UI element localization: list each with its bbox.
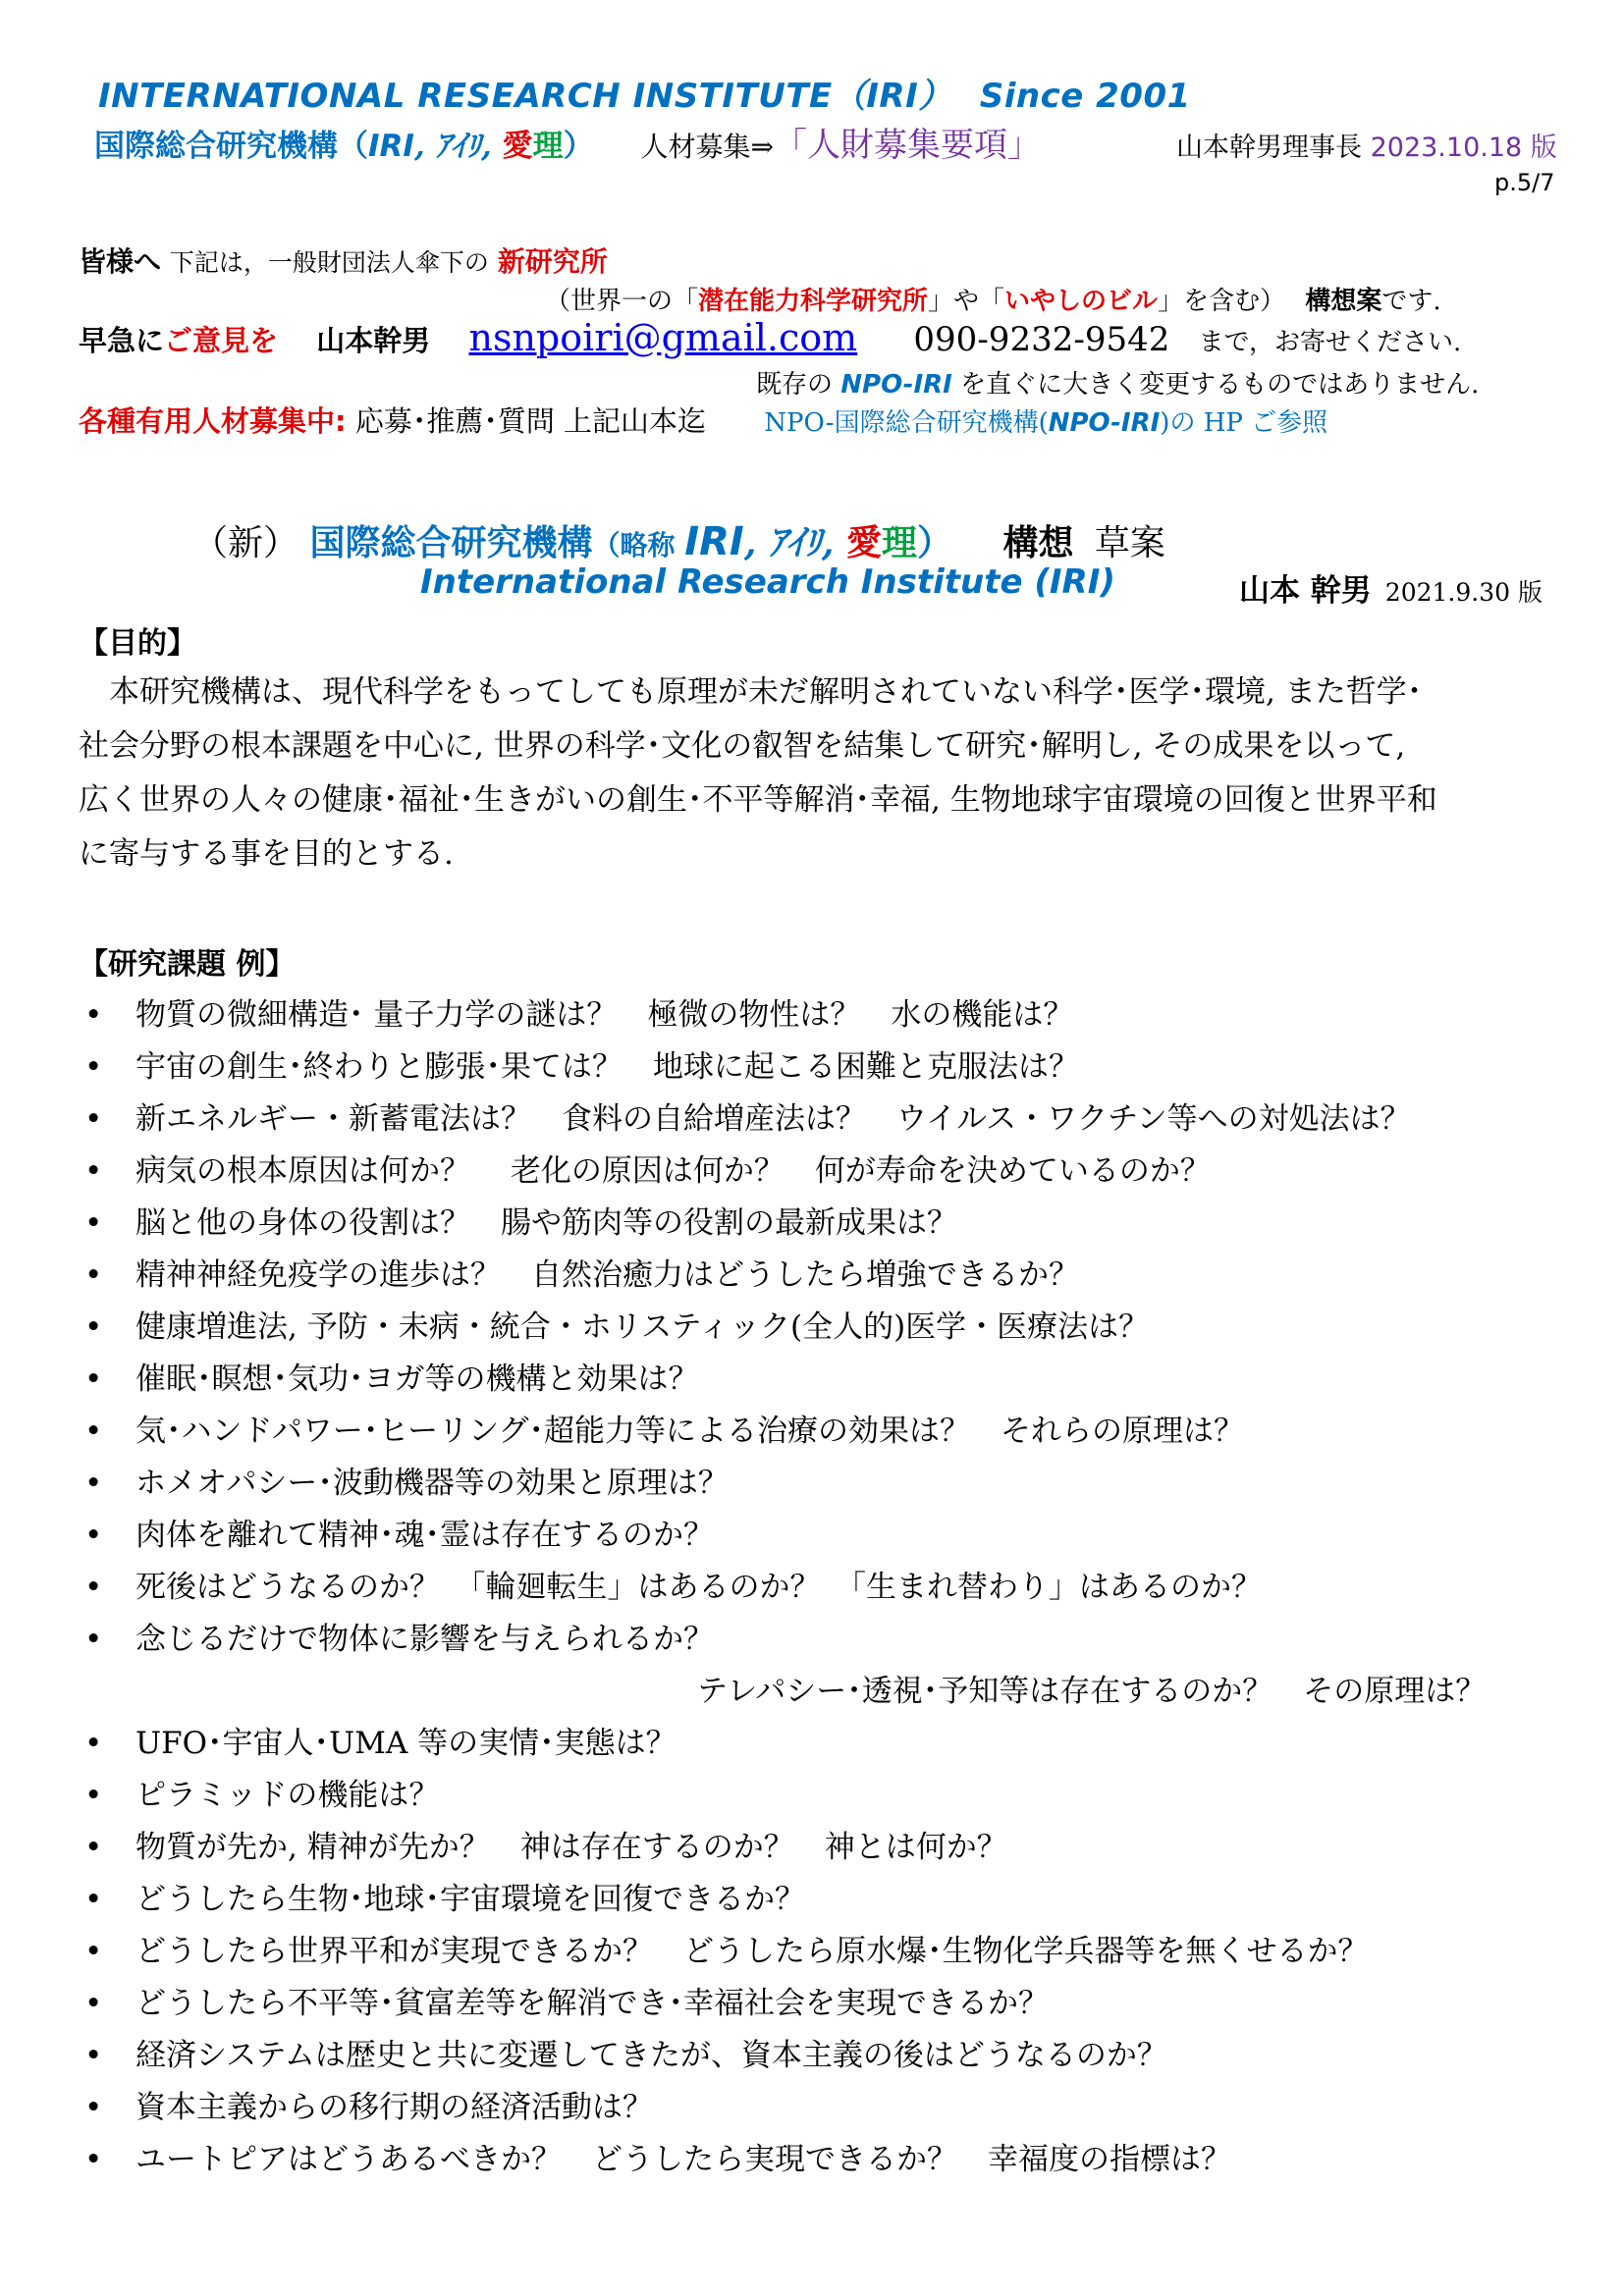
notice-text: 下記は，一般財団法人傘下の [169, 248, 489, 277]
bullet-icon: • [84, 1309, 103, 1345]
topic-text: 資本主義からの移行期の経済活動は？ [135, 2090, 653, 2125]
bullet-icon: • [84, 1934, 103, 1969]
bullet-icon: • [84, 1049, 103, 1085]
title-en: International Research Institute (IRI) [420, 562, 1115, 602]
topic-text: 念じるだけで物体に影響を与えられるか？ [135, 1622, 714, 1657]
existing-post: を直ぐに大きく変更するものではありません. [951, 370, 1480, 400]
topic-text: ユートピアはどうあるべきか？ どうしたら実現できるか？ 幸福度の指標は？ [135, 2142, 1231, 2177]
topic-text: 病気の根本原因は何か？ 老化の原因は何か？ 何が寿命を決めているのか？ [135, 1153, 1211, 1189]
recruit-link[interactable]: 人材募集⇒ [640, 131, 774, 163]
topic-item [84, 1250, 1079, 1294]
apply-text: 応募･推薦･質問 上記山本迄 [354, 404, 707, 438]
bullet-icon: • [84, 1830, 103, 1865]
bullet-icon: • [84, 997, 103, 1033]
topic-text: 精神神経免疫学の進歩は？ 自然治癒力はどうしたら増強できるか？ [135, 1257, 1079, 1293]
existing-pre: 既存の [756, 370, 841, 400]
potential-lab: 潜在能力科学研究所 [698, 287, 929, 316]
topic-text: 脳と他の身体の役割は？ 腸や筋肉等の役割の最新成果は？ [135, 1205, 957, 1241]
purpose-paragraph [79, 666, 1551, 881]
topic-item [84, 1718, 677, 1762]
topic-text: 気･ハンドパワー･ヒーリング･超能力等による治療の効果は？ それらの原理は？ [135, 1414, 1245, 1449]
bullet-icon: • [84, 1882, 103, 1917]
title-draft: 草案 [1094, 523, 1165, 563]
topic-text: 宇宙の創生･終わりと膨張･果ては？ 地球に起こる困難と克服法は？ [135, 1049, 1079, 1085]
notice-line-1 [79, 240, 608, 280]
bullet-icon: • [84, 1726, 103, 1761]
contact-name: 山本幹男 [316, 324, 431, 357]
bullet-icon: • [84, 1362, 103, 1397]
title-abbr-close: ） [916, 522, 952, 563]
healing-building: いやしのビル [1004, 287, 1159, 316]
abbr-iri: IRI [368, 129, 414, 164]
abbr-airi: , ｱｲﾘ, [413, 129, 503, 164]
notice-mid: 」や「 [928, 287, 1005, 316]
recruiting-label: 各種有用人材募集中: [79, 404, 347, 438]
topic-item [84, 1198, 957, 1242]
bullet-icon: • [84, 1414, 103, 1449]
title-abbr-airi: , ｱｲﾘ, [743, 522, 846, 563]
topic-item [84, 1978, 1049, 2022]
topic-continuation: テレパシー･透視･予知等は存在するのか？ その原理は？ [697, 1674, 1487, 1709]
page-number: p.5/7 [1494, 169, 1555, 196]
abbr-ai: 愛 [502, 129, 533, 164]
hp-org: NPO-IRI [1048, 408, 1161, 438]
bullet-icon: • [84, 2142, 103, 2177]
bullet-icon: • [84, 1570, 103, 1605]
notice-end: です. [1381, 287, 1441, 316]
topic-item [84, 1614, 714, 1658]
topic-item [84, 1094, 1411, 1138]
author-name: 山本 幹男 [1239, 573, 1372, 609]
topic-item [84, 1458, 729, 1502]
topic-text: 物質の微細構造･ 量子力学の謎は？ 極微の物性は？ 水の機能は？ [135, 997, 1074, 1033]
topic-text: どうしたら生物･地球･宇宙環境を回復できるか？ [135, 1882, 805, 1917]
topic-text: どうしたら世界平和が実現できるか？ どうしたら原水爆･生物化学兵器等を無くせるか？ [135, 1934, 1369, 1969]
topic-item [84, 1406, 1244, 1450]
bullet-icon: • [84, 1257, 103, 1293]
title-abbr-open: （略称 [592, 529, 685, 561]
bullet-icon: • [84, 1153, 103, 1189]
topic-item [84, 989, 1073, 1034]
title-new: （新） [192, 523, 299, 563]
urgent-label: 早急に [79, 324, 165, 357]
topic-item [84, 1510, 714, 1554]
purpose-line: 本研究機構は、現代科学をもってしても原理が未だ解明されていない科学･医学･環境, また哲学･ [79, 674, 1423, 710]
topic-text: UFO･宇宙人･UMA 等の実情･実態は？ [135, 1726, 677, 1761]
topic-item [84, 1041, 1079, 1086]
since-year: Since 2001 [979, 77, 1191, 116]
topic-item [84, 2082, 653, 2126]
greeting: 皆様へ [79, 245, 162, 278]
bullet-icon: • [84, 1205, 103, 1241]
opinion-label: ご意見を [164, 324, 279, 357]
topic-item [84, 1562, 1262, 1606]
topic-item [84, 1302, 1149, 1346]
org-name-en: INTERNATIONAL RESEARCH INSTITUTE（IRI） [98, 77, 952, 116]
existing-org: NPO-IRI [840, 370, 952, 400]
topic-item [84, 1770, 439, 1814]
email-link[interactable]: nsnpoiri@gmail.com [468, 316, 858, 359]
topic-item [84, 1354, 699, 1398]
topic-text: 経済システムは歴史と共に変遷してきたが、資本主義の後はどうなるのか？ [135, 2038, 1167, 2073]
notice-open: （世界一の「 [545, 287, 699, 316]
topic-item [84, 2030, 1167, 2074]
author-version: 2021.9.30 版 [1384, 578, 1543, 607]
org-title-en [98, 69, 1191, 117]
purpose-line: に寄与する事を目的とする. [79, 836, 454, 872]
topic-item [84, 1822, 1007, 1866]
hp-reference[interactable] [764, 408, 1327, 438]
bullet-icon: • [84, 1986, 103, 2021]
new-institute: 新研究所 [497, 245, 608, 278]
purpose-heading: 【目的】 [79, 626, 196, 661]
bullet-icon: • [84, 1466, 103, 1501]
topic-item [84, 2134, 1231, 2178]
title-concept: 構想 [1002, 523, 1074, 563]
title-abbr-iri: IRI [684, 519, 744, 564]
phone-number: 090-9232-9542 [913, 320, 1170, 359]
topic-text: 物質が先か, 精神が先か？ 神は存在するのか？ 神とは何か？ [135, 1830, 1007, 1865]
topic-text: どうしたら不平等･貧富差等を解消でき･幸福社会を実現できるか？ [135, 1986, 1049, 2021]
topic-item [84, 1146, 1211, 1190]
abbr-open: （ [338, 129, 368, 164]
notice-line-2 [545, 281, 1441, 317]
send-request: まで，お寄せください. [1198, 328, 1462, 357]
bullet-icon: • [84, 1622, 103, 1657]
hp-pre: NPO-国際総合研究機構( [764, 408, 1049, 438]
concept-label: 構想案 [1305, 287, 1382, 316]
org-name-jp: 国際総合研究機構 [94, 129, 338, 164]
topic-text: ホメオパシー･波動機器等の効果と原理は？ [135, 1466, 729, 1501]
topic-text: 新エネルギー・新蓄電法は？ 食料の自給増産法は？ ウイルス・ワクチン等への対処法は？ [135, 1101, 1411, 1137]
chairman-name: 山本幹男理事長 [1176, 133, 1371, 163]
concept-title [192, 515, 1165, 565]
topic-text: 催眠･瞑想･気功･ヨガ等の機構と効果は？ [135, 1362, 699, 1397]
document-version: 2023.10.18 版 [1370, 133, 1557, 163]
org-title-jp [94, 118, 1041, 166]
bullet-icon: • [84, 1101, 103, 1137]
title-abbr-ai: 愛 [845, 523, 882, 563]
purpose-line: 広く世界の人々の健康･福祉･生きがいの創生･不平等解消･幸福, 生物地球宇宙環境の回復と世界平和 [79, 782, 1437, 818]
topic-text: 健康増進法, 予防・未病・統合・ホリスティック(全人的)医学・医療法は？ [135, 1309, 1150, 1345]
topic-text: 肉体を離れて精神･魂･霊は存在するのか？ [135, 1518, 714, 1553]
abbr-ri: 理 [532, 129, 564, 164]
title-jp-main: 国際総合研究機構 [309, 523, 593, 563]
notice-line-4 [756, 364, 1479, 400]
topic-item [84, 1926, 1369, 1970]
notice-line-3 [79, 316, 1461, 359]
bullet-icon: • [84, 2038, 103, 2073]
author-line [1239, 565, 1543, 610]
notice-close: 」を含む） [1158, 287, 1286, 316]
bullet-icon: • [84, 2090, 103, 2125]
topics-heading: 【研究課題 例】 [79, 947, 296, 982]
title-abbr-ri: 理 [881, 523, 917, 563]
bullet-icon: • [84, 1778, 103, 1813]
topic-item [84, 1874, 805, 1918]
abbr-close: ） [563, 129, 594, 164]
recruit-guide-link[interactable]: 「人財募集要項」 [773, 126, 1041, 165]
hp-post: )の HP ご参照 [1160, 408, 1328, 438]
topic-text: ピラミッドの機能は？ [135, 1778, 440, 1813]
chairman-version [1176, 126, 1557, 164]
purpose-line: 社会分野の根本課題を中心に, 世界の科学･文化の叡智を結集して研究･解明し, その成果を以って, [79, 728, 1406, 764]
bullet-icon: • [84, 1518, 103, 1553]
topic-text: 死後はどうなるのか？ 「輪廻転生」はあるのか？ 「生まれ替わり」はあるのか？ [135, 1570, 1262, 1605]
notice-line-5 [79, 400, 1327, 440]
